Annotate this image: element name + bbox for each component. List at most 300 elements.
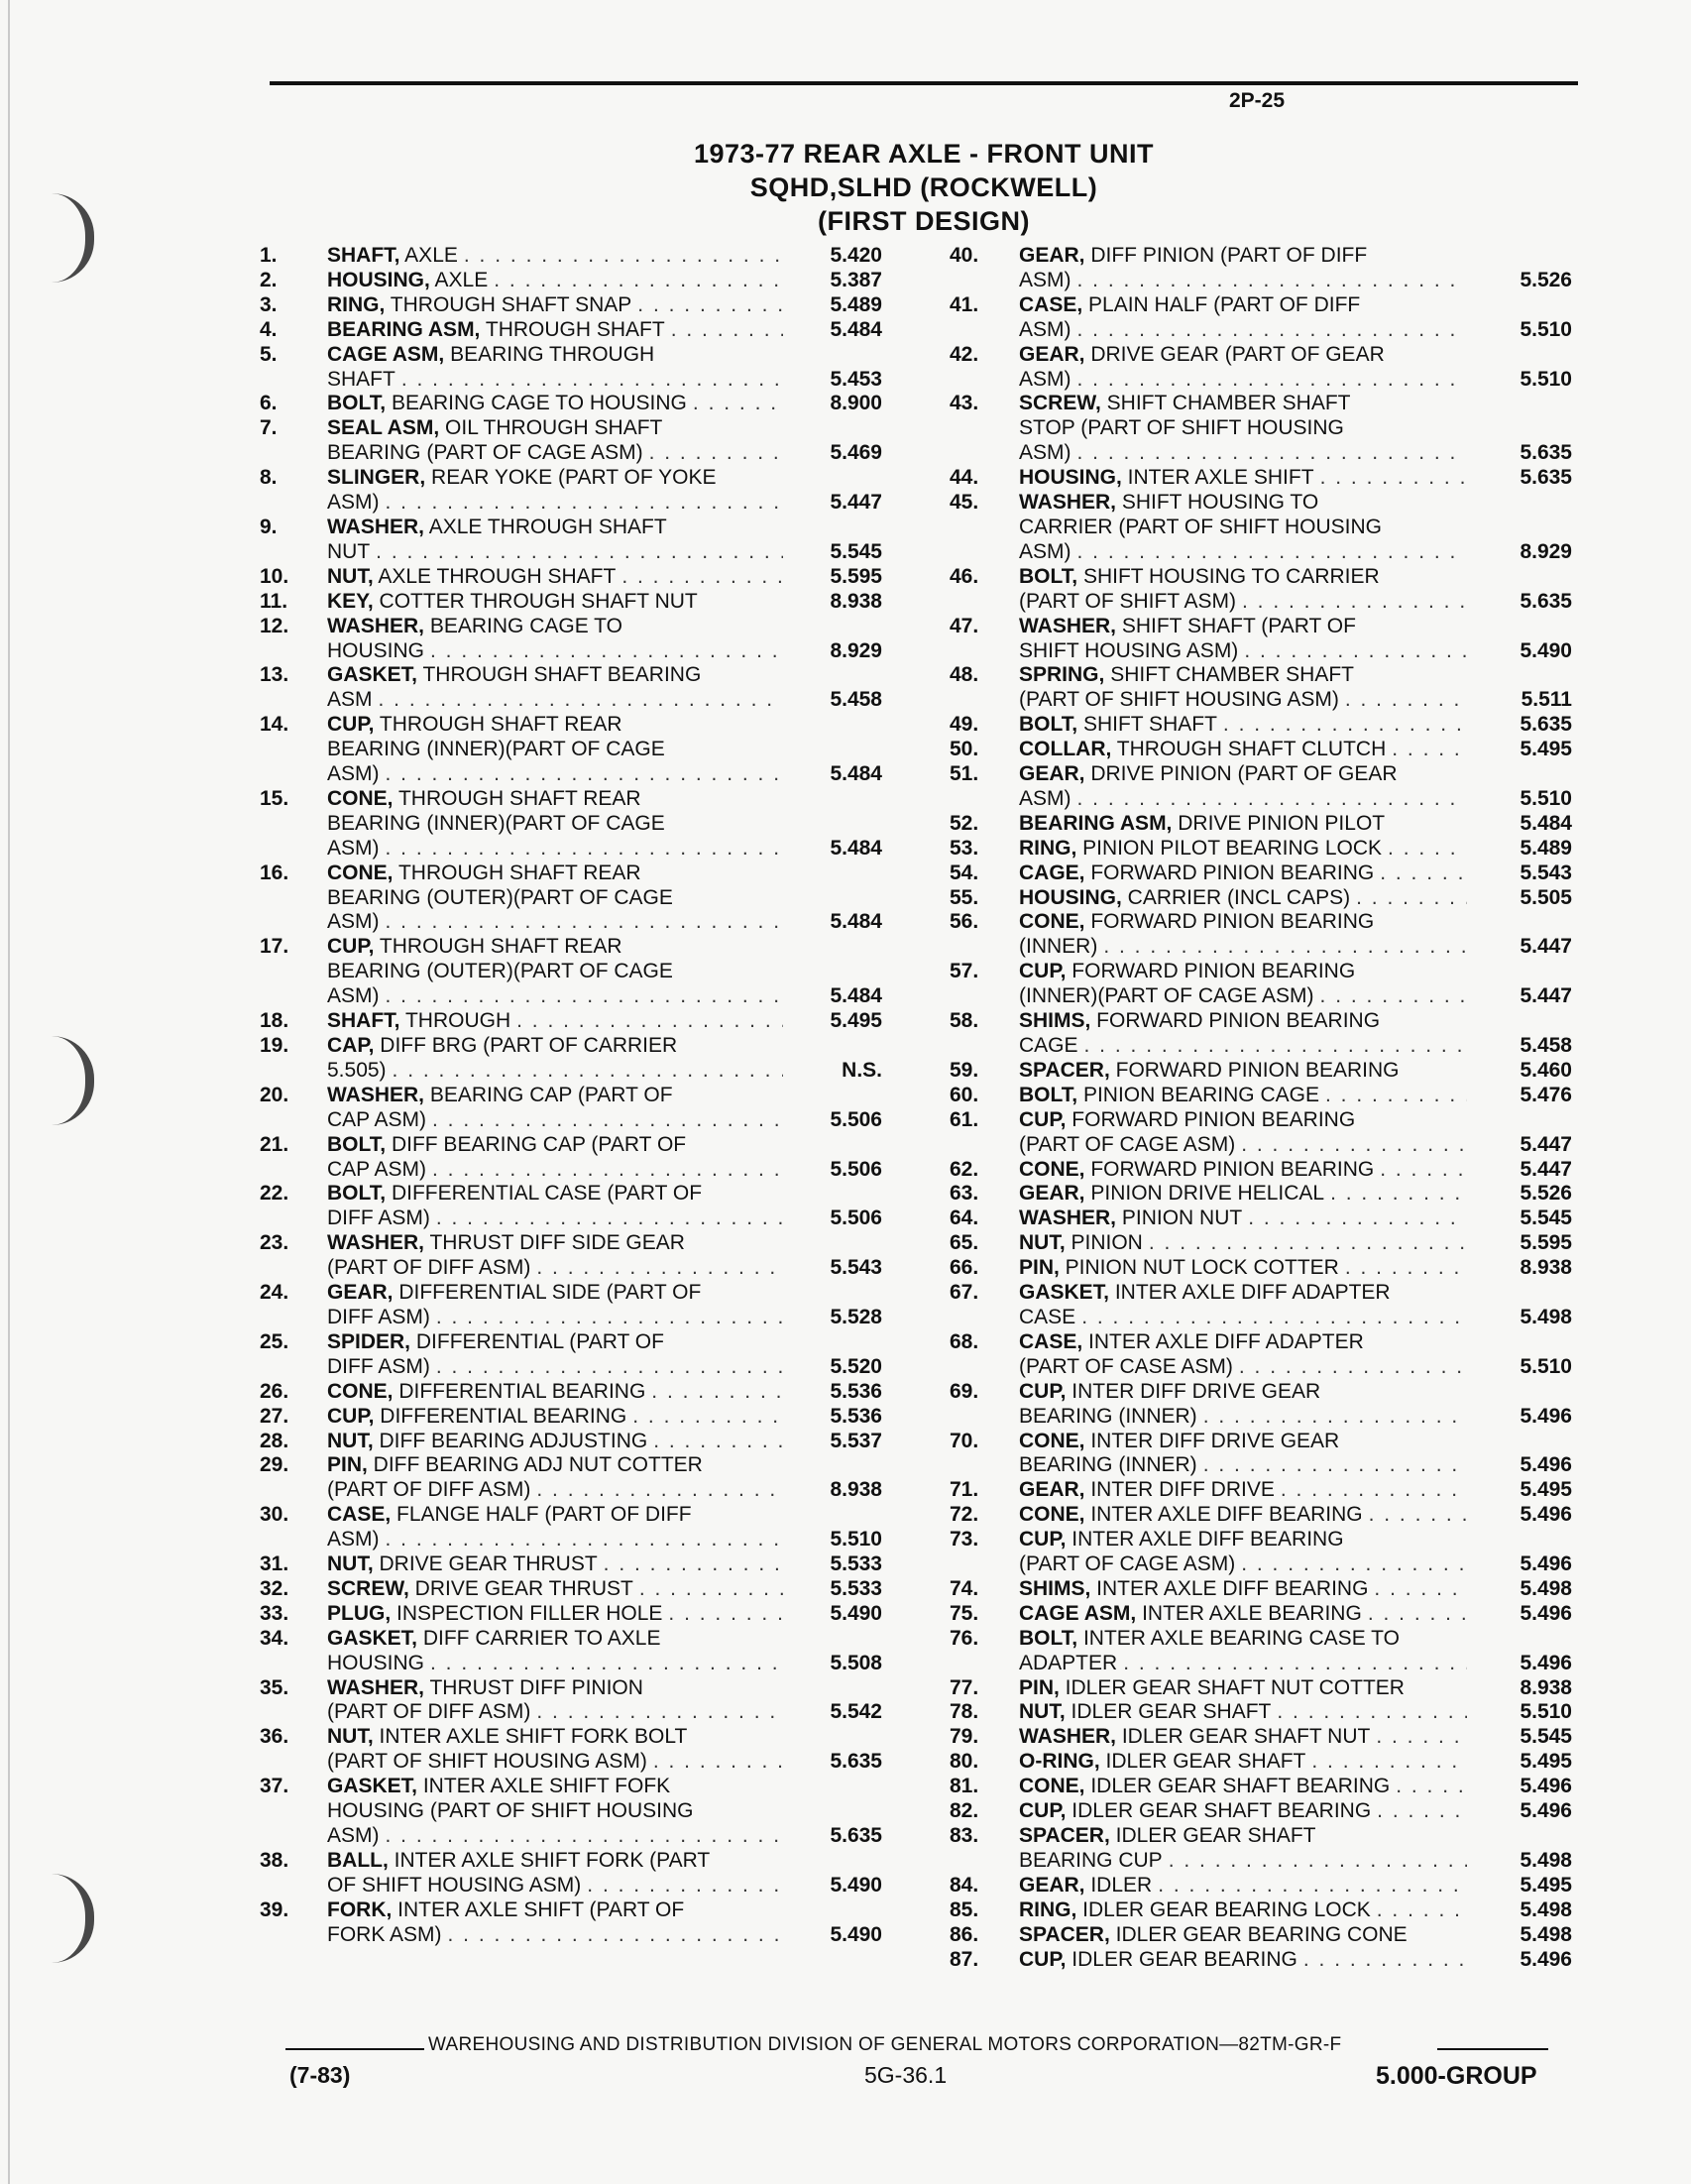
- description-line: [327, 1700, 783, 1725]
- part-detail: DIFFERENTIAL CASE (PART OF: [386, 1182, 703, 1206]
- item-number: 68.: [950, 1329, 979, 1353]
- item-number: 33.: [260, 1601, 289, 1625]
- part-name: PIN,: [327, 1453, 368, 1477]
- leader-dots: [464, 244, 783, 269]
- description-text: [1019, 615, 1356, 639]
- list-item: [260, 862, 914, 936]
- leader-dots: [621, 565, 783, 590]
- item-description: [1019, 293, 1467, 343]
- item-description: [1019, 1948, 1467, 1973]
- description-text: [1019, 1405, 1197, 1430]
- binder-hole: [52, 1036, 94, 1125]
- header-rule: [270, 81, 1578, 85]
- part-detail: BEARING (INNER)(PART OF CAGE: [327, 738, 665, 761]
- description-text: [1019, 1231, 1143, 1256]
- part-detail: FORK ASM): [327, 1922, 442, 1946]
- part-detail: DIFF ASM): [327, 1305, 430, 1328]
- group-number: 5.496: [1520, 1799, 1572, 1823]
- list-item: [260, 1453, 914, 1503]
- part-name: GEAR,: [1019, 1873, 1085, 1897]
- group-number: 5.498: [1520, 1305, 1572, 1328]
- item-number: 12.: [260, 614, 289, 637]
- description-line: [327, 1108, 783, 1133]
- description-line: [1019, 1182, 1467, 1207]
- part-name: CUP,: [327, 713, 375, 737]
- description-line: [327, 565, 783, 590]
- part-name: SLINGER,: [327, 466, 426, 490]
- description-text: [327, 862, 641, 886]
- group-number: 8.938: [1520, 1256, 1572, 1280]
- item-description: [327, 1676, 783, 1726]
- description-text: [327, 1923, 442, 1948]
- item-description: [1019, 1478, 1467, 1503]
- group-number: 5.496: [1520, 1775, 1572, 1798]
- group-number: 5.595: [1520, 1231, 1572, 1255]
- description-line: [1019, 1009, 1467, 1034]
- description-line: [1019, 1602, 1467, 1627]
- description-line: [327, 244, 783, 269]
- item-number: 52.: [950, 811, 979, 835]
- item-description: [1019, 1676, 1467, 1701]
- part-name: WASHER,: [327, 1675, 425, 1699]
- list-item: [950, 1528, 1584, 1577]
- description-text: [327, 368, 395, 393]
- description-text: [1019, 441, 1071, 466]
- part-name: NUT,: [1019, 1700, 1066, 1724]
- description-line: [1019, 1478, 1467, 1503]
- description-text: [327, 762, 380, 787]
- description-line: [1019, 762, 1467, 787]
- description-line: [1019, 1700, 1467, 1725]
- description-text: [327, 466, 717, 491]
- part-detail: INTER AXLE DIFF ADAPTER: [1109, 1281, 1391, 1305]
- description-line: [327, 1182, 783, 1207]
- item-description: [327, 1602, 783, 1627]
- list-item: [260, 1725, 914, 1775]
- group-number: 8.900: [830, 392, 882, 415]
- description-text: [1019, 1552, 1235, 1577]
- part-name: CAGE,: [1019, 861, 1085, 884]
- description-text: [327, 1281, 701, 1306]
- description-text: [1019, 1084, 1319, 1108]
- item-number: 18.: [260, 1009, 289, 1033]
- part-name: CUP,: [1019, 1379, 1067, 1403]
- description-line: [327, 688, 783, 713]
- leader-dots: [1277, 1700, 1467, 1725]
- description-line: [1019, 935, 1467, 960]
- group-number: 5.498: [1520, 1576, 1572, 1600]
- item-number: 70.: [950, 1429, 979, 1452]
- description-line: [327, 713, 783, 738]
- list-item: [260, 269, 914, 293]
- part-name: KEY,: [327, 589, 374, 613]
- leader-dots: [1320, 466, 1467, 491]
- item-number: 17.: [260, 935, 289, 959]
- part-detail: THROUGH SHAFT CLUTCH: [1111, 738, 1387, 761]
- description-line: [1019, 441, 1467, 466]
- item-number: 35.: [260, 1675, 289, 1699]
- group-number: 8.929: [830, 638, 882, 662]
- description-text: [327, 615, 622, 639]
- list-item: [950, 1923, 1584, 1948]
- part-name: WASHER,: [327, 515, 425, 538]
- description-line: [1019, 244, 1467, 269]
- description-line: [1019, 392, 1467, 416]
- description-line: [1019, 1898, 1467, 1923]
- part-detail: IDLER GEAR SHAFT: [1109, 1824, 1316, 1847]
- description-line: [1019, 590, 1467, 615]
- description-text: [1019, 1133, 1235, 1158]
- group-number: 8.929: [1520, 539, 1572, 563]
- list-item: [260, 787, 914, 862]
- leader-dots: [393, 1059, 783, 1084]
- list-item: [260, 1849, 914, 1898]
- item-number: 83.: [950, 1824, 979, 1847]
- part-name: BOLT,: [1019, 1626, 1078, 1650]
- item-number: 61.: [950, 1107, 979, 1131]
- group-number: 8.938: [1520, 1675, 1572, 1699]
- leader-dots: [1345, 1256, 1467, 1281]
- item-description: [1019, 1898, 1467, 1923]
- item-description: [1019, 1528, 1467, 1577]
- part-name: RING,: [1019, 1897, 1077, 1921]
- part-detail: PINION DRIVE HELICAL: [1084, 1182, 1325, 1206]
- description-line: [1019, 1874, 1467, 1898]
- group-number: 5.496: [1520, 1601, 1572, 1625]
- item-description: [1019, 1602, 1467, 1627]
- description-line: [1019, 960, 1467, 984]
- list-item: [260, 713, 914, 787]
- item-description: [327, 343, 783, 393]
- group-number: 5.510: [1520, 317, 1572, 341]
- item-description: [327, 862, 783, 936]
- description-line: [327, 293, 783, 318]
- part-name: SPRING,: [1019, 663, 1105, 687]
- part-name: GEAR,: [1019, 762, 1085, 786]
- leader-dots: [1380, 1158, 1467, 1183]
- description-text: [1019, 1207, 1242, 1231]
- group-number: 5.635: [1520, 441, 1572, 465]
- group-number: 5.520: [830, 1354, 882, 1378]
- part-name: SPIDER,: [327, 1329, 411, 1353]
- part-detail: (PART OF CAGE ASM): [1019, 1552, 1236, 1576]
- item-number: 25.: [260, 1329, 289, 1353]
- description-line: [1019, 1824, 1467, 1849]
- leader-dots: [436, 1306, 783, 1330]
- item-number: 41.: [950, 292, 979, 316]
- description-text: [327, 516, 667, 540]
- leader-dots: [436, 1207, 783, 1231]
- description-text: [327, 1306, 430, 1330]
- list-item: [260, 1577, 914, 1602]
- item-number: 42.: [950, 342, 979, 366]
- description-line: [1019, 1453, 1467, 1478]
- part-name: NUT,: [327, 564, 374, 588]
- part-name: CUP,: [1019, 1799, 1067, 1823]
- description-line: [327, 1602, 783, 1627]
- description-text: [327, 1874, 581, 1898]
- item-description: [327, 1849, 783, 1898]
- leader-dots: [1077, 540, 1468, 565]
- item-description: [1019, 1775, 1467, 1799]
- description-line: [327, 862, 783, 886]
- description-text: [1019, 1577, 1368, 1602]
- part-name: BEARING ASM,: [327, 317, 481, 341]
- description-text: [327, 935, 622, 960]
- item-number: 76.: [950, 1626, 979, 1650]
- description-text: [327, 1207, 430, 1231]
- leader-dots: [1248, 1207, 1467, 1231]
- description-text: [1019, 960, 1355, 984]
- description-text: [1019, 1503, 1363, 1528]
- part-detail: HOUSING: [327, 1651, 425, 1674]
- description-line: [1019, 615, 1467, 639]
- description-line: [327, 516, 783, 540]
- description-line: [1019, 1923, 1467, 1948]
- leader-dots: [386, 837, 784, 862]
- item-number: 69.: [950, 1379, 979, 1403]
- item-description: [327, 1281, 783, 1330]
- description-line: [1019, 1799, 1467, 1824]
- description-line: [1019, 1948, 1467, 1973]
- part-detail: INTER AXLE DIFF BEARING: [1090, 1576, 1369, 1600]
- description-text: [327, 837, 380, 862]
- item-number: 67.: [950, 1281, 979, 1305]
- group-number: 8.938: [830, 1478, 882, 1502]
- leader-dots: [1223, 713, 1467, 738]
- description-line: [327, 1874, 783, 1898]
- part-detail: OF SHIFT HOUSING ASM): [327, 1873, 582, 1897]
- description-text: [327, 1478, 530, 1503]
- description-line: [327, 984, 783, 1009]
- part-detail: ASM): [1019, 367, 1071, 391]
- description-line: [327, 1034, 783, 1059]
- group-number: 5.510: [1520, 1354, 1572, 1378]
- description-text: [327, 1059, 387, 1084]
- item-number: 64.: [950, 1207, 979, 1230]
- item-description: [1019, 244, 1467, 293]
- part-detail: THROUGH SHAFT: [480, 317, 665, 341]
- group-number: 5.506: [830, 1207, 882, 1230]
- description-text: [327, 1133, 686, 1158]
- description-line: [327, 1478, 783, 1503]
- part-detail: BEARING CAP (PART OF: [424, 1083, 673, 1106]
- item-description: [1019, 738, 1467, 762]
- part-detail: DIFFERENTIAL SIDE (PART OF: [393, 1281, 702, 1305]
- group-number: 5.536: [830, 1379, 882, 1403]
- leader-dots: [1396, 1775, 1467, 1799]
- description-text: [327, 1503, 692, 1528]
- description-line: [327, 1430, 783, 1454]
- description-text: [1019, 392, 1350, 416]
- leader-dots: [430, 639, 783, 664]
- list-item: [950, 1281, 1584, 1330]
- list-item: [260, 1775, 914, 1849]
- description-line: [327, 1059, 783, 1084]
- part-detail: DIFF CARRIER TO AXLE: [417, 1626, 661, 1650]
- description-text: [1019, 1306, 1075, 1330]
- description-text: [1019, 1799, 1371, 1824]
- part-detail: CASE: [1019, 1305, 1076, 1328]
- part-detail: DIFF ASM): [327, 1354, 430, 1378]
- group-number: 5.635: [1520, 589, 1572, 613]
- description-text: [327, 960, 673, 984]
- description-text: [1019, 1923, 1408, 1948]
- item-number: 78.: [950, 1700, 979, 1724]
- description-line: [327, 738, 783, 762]
- list-item: [260, 1330, 914, 1380]
- item-number: 80.: [950, 1750, 979, 1774]
- part-detail: PINION PILOT BEARING LOCK: [1076, 836, 1383, 860]
- item-description: [1019, 812, 1467, 837]
- description-text: [1019, 416, 1344, 441]
- description-line: [1019, 1676, 1467, 1701]
- description-line: [327, 1824, 783, 1849]
- leader-dots: [1330, 1182, 1467, 1207]
- list-item: [950, 615, 1584, 664]
- description-line: [327, 1750, 783, 1775]
- leader-dots: [1203, 1453, 1467, 1478]
- item-number: 62.: [950, 1157, 979, 1181]
- item-number: 46.: [950, 564, 979, 588]
- part-detail: INTER DIFF DRIVE GEAR: [1084, 1429, 1340, 1452]
- part-name: CONE,: [327, 1379, 394, 1403]
- description-text: [1019, 516, 1382, 540]
- leader-dots: [1241, 1552, 1467, 1577]
- description-text: [1019, 1676, 1405, 1701]
- part-detail: CAP ASM): [327, 1157, 426, 1181]
- item-number: 75.: [950, 1601, 979, 1625]
- leader-dots: [1311, 1750, 1467, 1775]
- part-detail: IDLER GEAR BEARING LOCK: [1076, 1897, 1371, 1921]
- binder-hole: [52, 1874, 94, 1963]
- description-text: [1019, 1898, 1371, 1923]
- description-text: [1019, 1256, 1339, 1281]
- item-description: [327, 663, 783, 713]
- group-number: 5.495: [1520, 1750, 1572, 1774]
- item-number: 84.: [950, 1873, 979, 1897]
- description-line: [327, 269, 783, 293]
- list-item: [260, 516, 914, 565]
- group-number: 8.938: [830, 589, 882, 613]
- description-line: [327, 663, 783, 688]
- part-detail: SHIFT CHAMBER SHAFT: [1104, 663, 1354, 687]
- part-name: COLLAR,: [1019, 738, 1112, 761]
- part-detail: DIFF ASM): [327, 1207, 430, 1230]
- item-number: 30.: [260, 1503, 289, 1527]
- group-number: 5.484: [830, 762, 882, 786]
- description-text: [327, 812, 665, 837]
- description-line: [1019, 1231, 1467, 1256]
- description-text: [327, 540, 370, 565]
- description-line: [327, 639, 783, 664]
- leader-dots: [693, 392, 783, 416]
- list-item: [260, 1430, 914, 1454]
- list-item: [260, 392, 914, 416]
- part-detail: PINION NUT LOCK COTTER: [1059, 1256, 1339, 1280]
- leader-dots: [1244, 639, 1467, 664]
- description-line: [327, 491, 783, 516]
- group-number: 5.543: [1520, 861, 1572, 884]
- footer-date: (7-83): [289, 2062, 351, 2088]
- part-detail: IDLER GEAR SHAFT NUT COTTER: [1059, 1675, 1405, 1699]
- item-description: [327, 1231, 783, 1281]
- item-description: [1019, 1799, 1467, 1824]
- part-detail: AXLE THROUGH SHAFT: [373, 564, 617, 588]
- item-number: 14.: [260, 713, 289, 737]
- leader-dots: [1374, 1577, 1467, 1602]
- item-description: [327, 1453, 783, 1503]
- part-name: O-RING,: [1019, 1750, 1100, 1774]
- description-text: [1019, 738, 1386, 762]
- part-detail: PINION BEARING CAGE: [1077, 1083, 1319, 1106]
- description-line: [327, 343, 783, 368]
- description-text: [327, 565, 616, 590]
- leader-dots: [1203, 1405, 1467, 1430]
- item-description: [1019, 910, 1467, 960]
- group-number: 5.447: [1520, 984, 1572, 1008]
- item-number: 11.: [260, 589, 288, 613]
- part-detail: SHAFT: [327, 367, 395, 391]
- part-detail: INTER AXLE DIFF BEARING: [1084, 1503, 1363, 1527]
- description-text: [327, 738, 665, 762]
- part-detail: AXLE: [429, 268, 489, 291]
- item-number: 39.: [260, 1897, 289, 1921]
- part-detail: (PART OF SHIFT ASM): [1019, 589, 1236, 613]
- item-number: 38.: [260, 1848, 289, 1872]
- description-text: [327, 1725, 687, 1750]
- description-text: [1019, 886, 1350, 911]
- leader-dots: [432, 1108, 783, 1133]
- group-number: 5.489: [1520, 836, 1572, 860]
- part-detail: INTER AXLE SHIFT FORK (PART: [388, 1848, 711, 1872]
- item-description: [327, 1182, 783, 1231]
- item-number: 37.: [260, 1775, 289, 1798]
- part-detail: (PART OF CASE ASM): [1019, 1354, 1233, 1378]
- list-item: [950, 1503, 1584, 1528]
- part-detail: CAP ASM): [327, 1107, 426, 1131]
- leader-dots: [386, 1824, 784, 1849]
- leader-dots: [1377, 1898, 1467, 1923]
- group-number: 5.490: [830, 1873, 882, 1897]
- description-line: [327, 1256, 783, 1281]
- item-number: 48.: [950, 663, 979, 687]
- group-number: 5.496: [1520, 1503, 1572, 1527]
- item-description: [1019, 1009, 1467, 1059]
- description-line: [1019, 663, 1467, 688]
- item-description: [327, 1503, 783, 1552]
- leader-dots: [1376, 1725, 1467, 1750]
- description-line: [1019, 738, 1467, 762]
- item-number: 4.: [260, 317, 278, 341]
- part-name: CASE,: [1019, 1329, 1083, 1353]
- part-detail: ASM: [327, 688, 373, 712]
- part-detail: ADAPTER: [1019, 1651, 1118, 1674]
- list-item: [950, 466, 1584, 491]
- description-text: [1019, 1009, 1380, 1034]
- list-item: [950, 762, 1584, 812]
- part-detail: IDLER GEAR BEARING: [1066, 1947, 1297, 1971]
- description-line: [327, 1207, 783, 1231]
- part-detail: THROUGH SHAFT REAR: [393, 861, 641, 884]
- list-item: [950, 1824, 1584, 1874]
- part-name: BOLT,: [327, 392, 387, 415]
- group-number: 5.545: [830, 539, 882, 563]
- description-line: [327, 1380, 783, 1405]
- part-detail: DRIVE GEAR THRUST: [373, 1552, 598, 1576]
- part-detail: INTER AXLE SHIFT FOFK: [417, 1775, 671, 1798]
- item-description: [327, 1577, 783, 1602]
